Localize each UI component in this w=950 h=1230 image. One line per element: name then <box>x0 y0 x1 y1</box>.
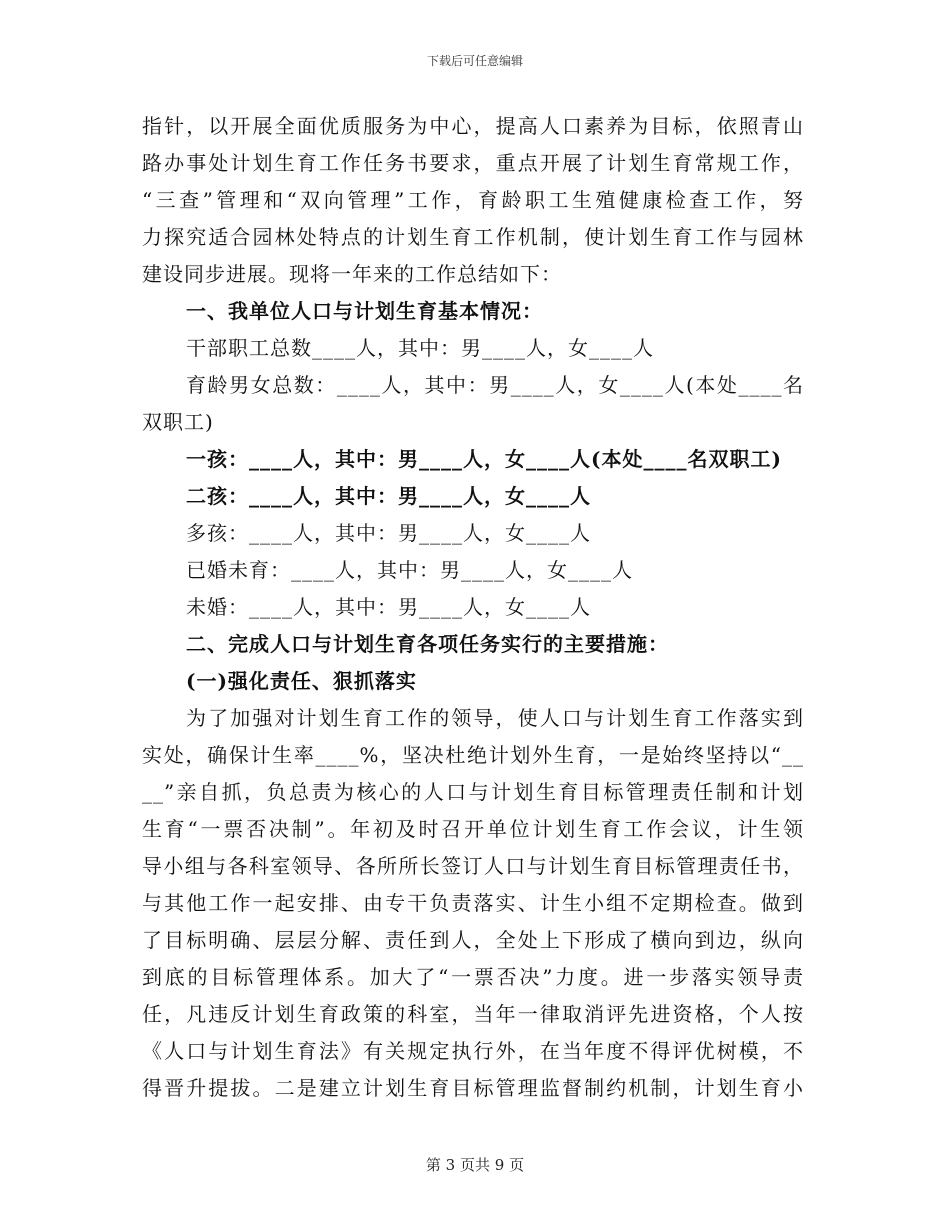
text-line: __”亲自抓，负总责为核心的人口与计划生育目标管理责任制和计划 <box>142 780 804 804</box>
text-line: 指针，以开展全面优质服务为中心，提高人口素养为目标，依照青山 <box>142 114 804 138</box>
text-line: 路办事处计划生育工作任务书要求，重点开展了计划生育常规工作， <box>142 151 804 175</box>
text-line: 实处，确保计生率____%，坚决杜绝计划外生育，一是始终坚持以“__ <box>142 743 804 767</box>
text-line: 为了加强对计划生育工作的领导，使人口与计划生育工作落实到 <box>186 706 804 730</box>
page-header: 下载后可任意编辑 <box>426 54 523 68</box>
text-line: 育龄男女总数：____人，其中：男____人，女____人(本处____名 <box>186 373 804 397</box>
text-line: 未婚：____人，其中：男____人，女____人 <box>186 595 591 619</box>
text-line: 力探究适合园林处特点的计划生育工作机制，使计划生育工作与园林 <box>142 225 804 249</box>
text-line: 生育“一票否决制”。年初及时召开单位计划生育工作会议，计生领 <box>142 817 804 841</box>
document-body <box>142 108 804 1107</box>
text-line: “三查”管理和“双向管理”工作，育龄职工生殖健康检查工作，努 <box>142 188 804 212</box>
text-line: 导小组与各科室领导、各所所长签订人口与计划生育目标管理责任书， <box>142 854 804 878</box>
text-line: 任，凡违反计划生育政策的科室，当年一律取消评先进资格，个人按 <box>142 1002 804 1026</box>
text-line: 已婚未育：____人，其中：男____人，女____人 <box>186 558 633 582</box>
text-line: 二孩：____人，其中：男____人，女____人 <box>186 484 591 508</box>
text-line: (一)强化责任、狠抓落实 <box>186 669 417 693</box>
page-footer: 第 3 页共 9 页 <box>425 1156 525 1174</box>
text-line: 《人口与计划生育法》有关规定执行外，在当年度不得评优树模，不 <box>142 1039 804 1063</box>
text-line: 一、我单位人口与计划生育基本情况： <box>186 299 543 323</box>
text-line: 多孩：____人，其中：男____人，女____人 <box>186 521 591 545</box>
text-line: 了目标明确、层层分解、责任到人，全处上下形成了横向到边，纵向 <box>142 928 804 952</box>
text-line: 与其他工作一起安排、由专干负责落实、计生小组不定期检查。做到 <box>142 891 804 915</box>
text-line: 二、完成人口与计划生育各项任务实行的主要措施： <box>186 632 669 656</box>
text-line: 到底的目标管理体系。加大了“一票否决”力度。进一步落实领导责 <box>142 965 804 989</box>
text-line: 干部职工总数____人，其中：男____人，女____人 <box>186 336 654 360</box>
text-line: 双职工) <box>142 410 214 434</box>
text-line: 建设同步进展。现将一年来的工作总结如下： <box>142 262 562 286</box>
text-line: 得晋升提拔。二是建立计划生育目标管理监督制约机制，计划生育小 <box>142 1076 804 1100</box>
text-line: 一孩：____人，其中：男____人，女____人(本处____名双职工) <box>186 447 782 471</box>
